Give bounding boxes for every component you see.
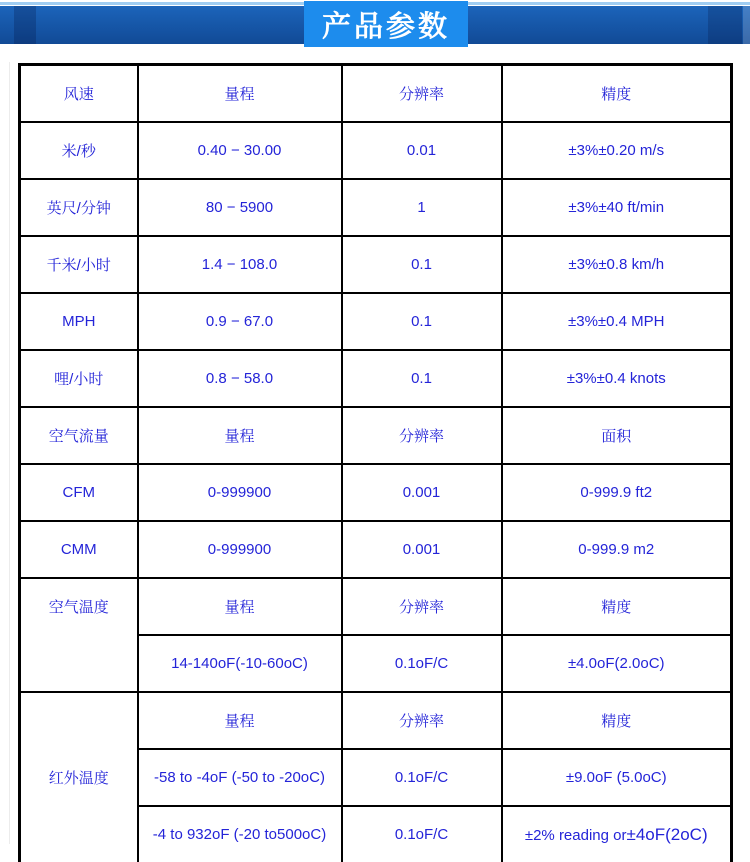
table-cell: 0.1 xyxy=(342,350,502,407)
table-cell: ±9.0oF (5.0oC) xyxy=(502,749,732,806)
table-cell: MPH xyxy=(20,293,138,350)
table-cell: 0.8 − 58.0 xyxy=(138,350,342,407)
table-cell: 量程 xyxy=(138,65,342,123)
table-cell-emphasis: ±4oF(2oC) xyxy=(626,824,708,844)
page-margin-artifact xyxy=(9,62,10,844)
table-row xyxy=(20,464,732,521)
table-cell: CMM xyxy=(20,521,138,578)
table-row xyxy=(20,692,732,749)
table-cell: 0.001 xyxy=(342,521,502,578)
table-cell: 分辨率 xyxy=(342,407,502,464)
table-cell: 分辨率 xyxy=(342,578,502,635)
table-cell: 80 − 5900 xyxy=(138,179,342,236)
table-cell: 量程 xyxy=(138,578,342,635)
table-cell: 哩/小时 xyxy=(20,350,138,407)
section-title: 产品参数 xyxy=(304,1,468,47)
table-cell: 风速 xyxy=(20,65,138,123)
table-cell: 空气流量 xyxy=(20,407,138,464)
section-banner xyxy=(0,0,750,48)
table-cell: 红外温度 xyxy=(20,692,138,862)
table-row xyxy=(20,236,732,293)
table-cell: 米/秒 xyxy=(20,122,138,179)
table-cell: 1 xyxy=(342,179,502,236)
table-cell: 0-999.9 ft2 xyxy=(502,464,732,521)
banner-stripe-far-right xyxy=(743,6,750,44)
table-cell: 0.9 − 67.0 xyxy=(138,293,342,350)
table-cell: ±3%±0.4 MPH xyxy=(502,293,732,350)
table-cell: 精度 xyxy=(502,65,732,123)
table-cell: ±4.0oF(2.0oC) xyxy=(502,635,732,692)
table-cell: 分辨率 xyxy=(342,65,502,123)
table-row xyxy=(20,65,732,123)
table-cell: ±3%±0.8 km/h xyxy=(502,236,732,293)
table-cell: 0.01 xyxy=(342,122,502,179)
table-cell: ±2% reading or±4oF(2oC) xyxy=(502,806,732,862)
table-cell: 0.1oF/C xyxy=(342,635,502,692)
table-cell: 0.1 xyxy=(342,236,502,293)
table-cell: 精度 xyxy=(502,692,732,749)
table-cell: -4 to 932oF (-20 to500oC) xyxy=(138,806,342,862)
table-cell: 0.1oF/C xyxy=(342,806,502,862)
table-cell: 千米/小时 xyxy=(20,236,138,293)
table-cell: CFM xyxy=(20,464,138,521)
banner-stripe-right xyxy=(708,6,742,44)
table-cell: ±3%±0.20 m/s xyxy=(502,122,732,179)
table-cell: 0-999.9 m2 xyxy=(502,521,732,578)
table-cell: 0.1 xyxy=(342,293,502,350)
spec-table xyxy=(18,63,733,862)
table-cell: 量程 xyxy=(138,692,342,749)
table-cell: 分辨率 xyxy=(342,692,502,749)
table-cell: 面积 xyxy=(502,407,732,464)
table-cell: 1.4 − 108.0 xyxy=(138,236,342,293)
table-cell: ±3%±40 ft/min xyxy=(502,179,732,236)
table-cell: 0.1oF/C xyxy=(342,749,502,806)
table-cell: 14-140oF(-10-60oC) xyxy=(138,635,342,692)
banner-stripe-left xyxy=(14,6,36,44)
table-cell: 英尺/分钟 xyxy=(20,179,138,236)
table-cell: 0-999900 xyxy=(138,464,342,521)
table-cell: 精度 xyxy=(502,578,732,635)
table-row xyxy=(20,179,732,236)
table-row xyxy=(20,407,732,464)
table-row xyxy=(20,521,732,578)
table-cell: 量程 xyxy=(138,407,342,464)
table-row xyxy=(20,122,732,179)
table-row xyxy=(20,293,732,350)
table-cell: 0.40 − 30.00 xyxy=(138,122,342,179)
table-cell: ±3%±0.4 knots xyxy=(502,350,732,407)
table-row xyxy=(20,578,732,635)
table-cell: 0-999900 xyxy=(138,521,342,578)
table-cell: 0.001 xyxy=(342,464,502,521)
table-cell: 空气温度 xyxy=(20,578,138,692)
table-row xyxy=(20,350,732,407)
table-cell: -58 to -4oF (-50 to -20oC) xyxy=(138,749,342,806)
